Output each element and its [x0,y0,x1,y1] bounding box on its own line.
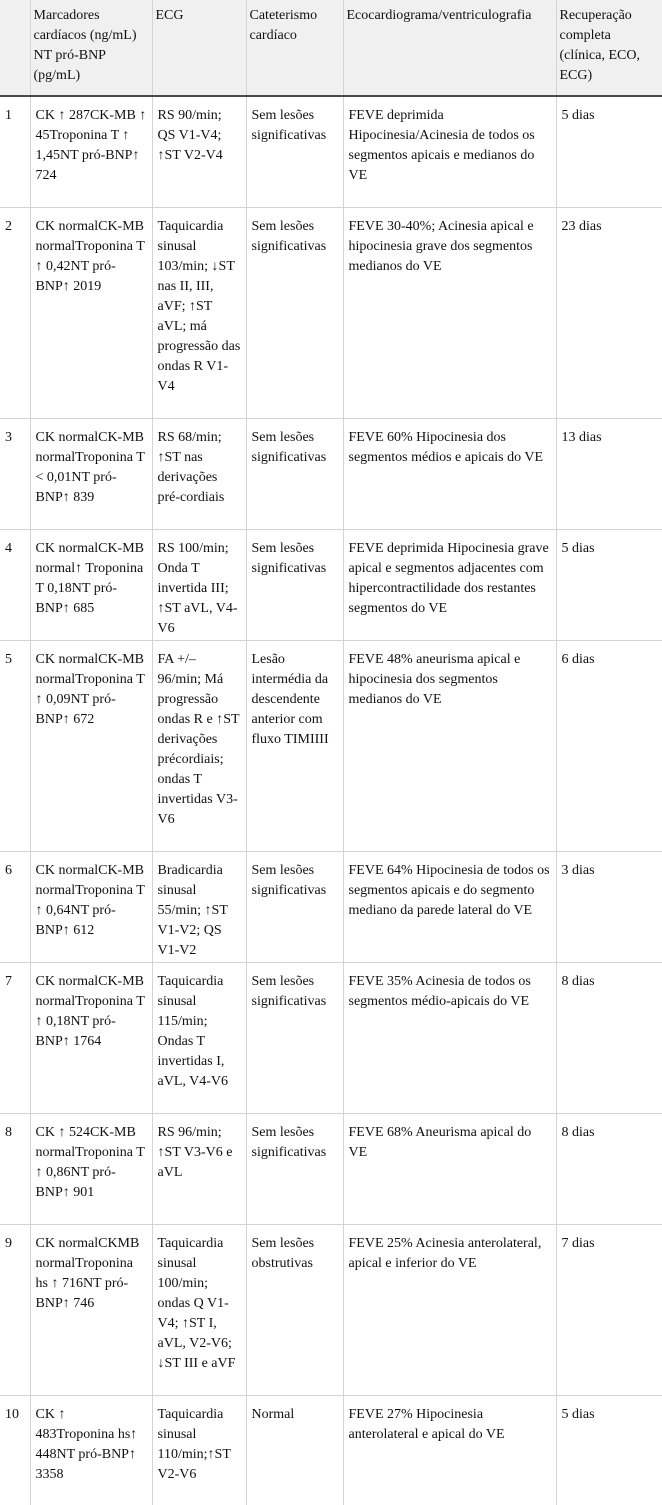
cell-case-number: 9 [5,1235,12,1251]
cell-case-number: 8 [5,1124,12,1140]
cell-recovery: 7 dias [556,1224,662,1395]
cell-echocardiogram: FEVE 30-40%; Acinesia apical e hipocinesia grave dos segmentos medianos do VE [343,207,556,418]
cell-catheterization: Sem lesões significativas [246,851,343,962]
cell-ecg: Bradicardia sinusal 55/min; ↑ST V1-V2; QS V1-V2 [152,851,246,962]
cell-recovery: 13 dias [556,418,662,529]
cell-case-number: 3 [5,429,12,445]
cell-case-number: 5 [5,651,12,667]
cell-case-number: 2 [5,218,12,234]
cell-recovery: 6 dias [556,640,662,851]
cell-recovery: 3 dias [556,851,662,962]
cell-case-number: 6 [5,862,12,878]
cell-ecg: Taquicardia sinusal 110/min;↑ST V2-V6 [152,1395,246,1505]
cell-catheterization: Lesão intermédia da descendente anterior com fluxo TIMIIII [246,640,343,851]
table-row [0,96,662,207]
header-ecg: ECG [152,0,246,96]
cell-catheterization: Sem lesões significativas [246,1113,343,1224]
cell-case-number: 7 [5,973,12,989]
table-row [0,851,662,962]
cell-cardiac-markers: CK normalCKMB normalTroponina hs ↑ 716NT pró-BNP↑ 746 [30,1224,152,1395]
table-row [0,640,662,851]
cell-echocardiogram: FEVE 68% Aneurisma apical do VE [343,1113,556,1224]
header-recovery: Recuperação completa (clínica, ECO, ECG) [556,0,662,96]
header-cardiac-markers: Marcadores cardíacos (ng/mL) NT pró-BNP (pg/mL) [30,0,152,96]
table-row [0,962,662,1113]
cell-recovery: 23 dias [556,207,662,418]
header-case-number [0,0,30,96]
cell-ecg: RS 68/min; ↑ST nas derivações pré-cordiais [152,418,246,529]
cell-catheterization: Sem lesões significativas [246,962,343,1113]
table-row [0,529,662,640]
header-catheterization: Cateterismo cardíaco [246,0,343,96]
cell-cardiac-markers: CK ↑ 524CK-MB normalTroponina T ↑ 0,86NT pró-BNP↑ 901 [30,1113,152,1224]
cell-cardiac-markers: CK ↑ 287CK-MB ↑ 45Troponina T ↑ 1,45NT pró-BNP↑ 724 [30,96,152,207]
table-row [0,207,662,418]
cell-recovery: 5 dias [556,529,662,640]
cell-recovery: 5 dias [556,96,662,207]
cell-echocardiogram: FEVE 35% Acinesia de todos os segmentos médio-apicais do VE [343,962,556,1113]
table-row [0,1395,662,1505]
cell-echocardiogram: FEVE deprimida Hipocinesia grave apical e segmentos adjacentes com hipercontractilidade dos restantes segmentos do VE [343,529,556,640]
cell-case-number: 1 [5,108,12,123]
header-echocardiogram: Ecocardiograma/ventriculografia [343,0,556,96]
cell-echocardiogram: FEVE 64% Hipocinesia de todos os segmentos apicais e do segmento mediano da parede lateral do VE [343,851,556,962]
cell-case-number: 10 [5,1406,19,1422]
cell-ecg: RS 96/min; ↑ST V3-V6 e aVL [152,1113,246,1224]
cell-catheterization: Sem lesões significativas [246,529,343,640]
cell-echocardiogram: FEVE 48% aneurisma apical e hipocinesia dos segmentos medianos do VE [343,640,556,851]
cell-catheterization: Sem lesões obstrutivas [246,1224,343,1395]
cell-cardiac-markers: CK ↑ 483Troponina hs↑ 448NT pró-BNP↑ 3358 [30,1395,152,1505]
cell-catheterization: Sem lesões significativas [246,418,343,529]
cell-echocardiogram: FEVE 60% Hipocinesia dos segmentos médios e apicais do VE [343,418,556,529]
cell-ecg: FA +/– 96/min; Má progressão ondas R e ↑ST derivações précordiais; ondas T invertidas V3-V6 [152,640,246,851]
cell-recovery: 8 dias [556,1113,662,1224]
cell-cardiac-markers: CK normalCK-MB normalTroponina T ↑ 0,42NT pró-BNP↑ 2019 [30,207,152,418]
cell-catheterization: Sem lesões significativas [246,96,343,207]
table-header-row [0,0,662,96]
cell-echocardiogram: FEVE 25% Acinesia anterolateral, apical e inferior do VE [343,1224,556,1395]
cell-ecg: Taquicardia sinusal 103/min; ↓ST nas II, III, aVF; ↑ST aVL; má progressão das ondas R V1-V4 [152,207,246,418]
cell-cardiac-markers: CK normalCK-MB normalTroponina T ↑ 0,18NT pró-BNP↑ 1764 [30,962,152,1113]
cell-ecg: RS 100/min; Onda T invertida III; ↑ST aVL, V4-V6 [152,529,246,640]
cell-case-number: 4 [5,540,12,556]
cell-ecg: RS 90/min; QS V1-V4; ↑ST V2-V4 [152,96,246,207]
cell-cardiac-markers: CK normalCK-MB normalTroponina T ↑ 0,64NT pró-BNP↑ 612 [30,851,152,962]
table-row [0,1113,662,1224]
cell-recovery: 8 dias [556,962,662,1113]
cell-catheterization: Sem lesões significativas [246,207,343,418]
cell-cardiac-markers: CK normalCK-MB normalTroponina T ↑ 0,09NT pró-BNP↑ 672 [30,640,152,851]
cell-cardiac-markers: CK normalCK-MB normal↑ Troponina T 0,18NT pró-BNP↑ 685 [30,529,152,640]
cell-catheterization: Normal [246,1395,343,1505]
cell-ecg: Taquicardia sinusal 115/min; Ondas T invertidas I, aVL, V4-V6 [152,962,246,1113]
cell-recovery: 5 dias [556,1395,662,1505]
cell-ecg: Taquicardia sinusal 100/min; ondas Q V1-V4; ↑ST I, aVL, V2-V6; ↓ST III e aVF [152,1224,246,1395]
cell-echocardiogram: FEVE deprimida Hipocinesia/Acinesia de todos os segmentos apicais e medianos do VE [343,96,556,207]
table-row [0,418,662,529]
cell-echocardiogram: FEVE 27% Hipocinesia anterolateral e apical do VE [343,1395,556,1505]
table-row [0,1224,662,1395]
cell-cardiac-markers: CK normalCK-MB normalTroponina T < 0,01NT pró-BNP↑ 839 [30,418,152,529]
